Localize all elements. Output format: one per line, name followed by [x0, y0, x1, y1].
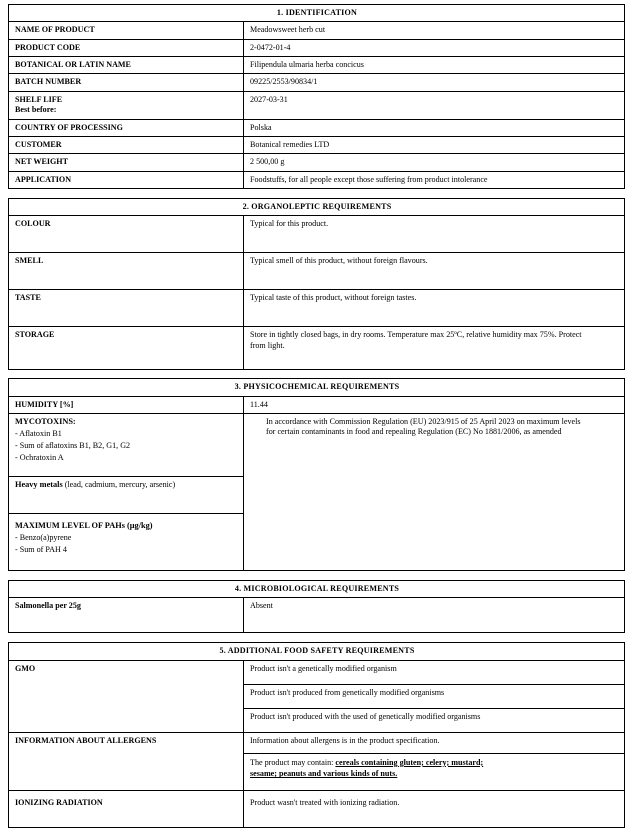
mycotoxins-item-3: - Ochratoxin A [15, 452, 64, 462]
row-label-humidity: HUMIDITY [%] [9, 396, 244, 413]
section-organoleptic-table [8, 198, 625, 370]
row-value-ionizing-radiation: Product wasn't treated with ionizing radiation. [244, 790, 625, 827]
mycotoxins-item-1: - Aflatoxin B1 [15, 429, 62, 439]
row-label-ionizing-radiation: IONIZING RADIATION [9, 790, 244, 827]
row-value-gmo-3: Product isn't produced with the used of genetically modified organisms [244, 708, 625, 732]
row-label-batch-number: BATCH NUMBER [9, 74, 244, 91]
table-row [9, 22, 625, 39]
mycotoxins-item-2: - Sum of aflatoxins B1, B2, G1, G2 [15, 441, 131, 450]
allergens-emphasis-line2: sesame; peanuts and various kinds of nuts. [250, 769, 398, 779]
row-value-application: Foodstuffs, for all people except those suffering from product intolerance [244, 171, 625, 188]
row-value-net-weight: 2 500,00 g [244, 154, 625, 171]
row-value-gmo-2: Product isn't produced from genetically modified organisms [244, 684, 625, 708]
table-row [9, 327, 625, 370]
section-spacer [8, 370, 625, 378]
pahs-item-1: - Benzo(a)pyrene [15, 533, 72, 543]
section-header-row [9, 198, 625, 215]
heavy-metals-detail: (lead, cadmium, mercury, arsenic) [62, 480, 176, 490]
shelf-life-line2: Best before: [15, 105, 57, 115]
section-microbiological-table [8, 580, 625, 633]
row-value-allergens-may-contain [244, 753, 625, 790]
section-title-identification: 1. IDENTIFICATION [9, 5, 625, 22]
row-value-country-of-processing: Polska [244, 119, 625, 136]
table-row [9, 790, 625, 827]
row-label-shelf-life [9, 91, 244, 119]
row-value-regulation-reference: In accordance with Commission Regulation (EU) 2023/915 of 25 April 2023 on maximum levels for certain contaminants in food and repealing Regulation (EC) No 1881/2006, as amended [244, 414, 625, 571]
row-label-country-of-processing: COUNTRY OF PROCESSING [9, 119, 244, 136]
table-row [9, 216, 625, 253]
section-spacer [8, 571, 625, 580]
row-label-allergens: INFORMATION ABOUT ALLERGENS [9, 732, 244, 790]
row-label-gmo: GMO [9, 660, 244, 732]
section-identification-table [8, 4, 625, 189]
row-label-colour: COLOUR [9, 216, 244, 253]
allergens-prefix-text: The product may contain: [250, 757, 336, 767]
row-value-shelf-life: 2027-03-31 [244, 91, 625, 119]
row-value-taste: Typical taste of this product, without foreign tastes. [244, 290, 625, 327]
table-row [9, 74, 625, 91]
section-physicochemical-table [8, 378, 625, 571]
table-row [9, 119, 625, 136]
table-row [9, 290, 625, 327]
section-additional-food-safety-table [8, 642, 625, 827]
row-value-batch-number: 09225/2553/90834/1 [244, 74, 625, 91]
row-label-mycotoxins [9, 414, 244, 477]
row-label-storage: STORAGE [9, 327, 244, 370]
table-row [9, 171, 625, 188]
table-row [9, 57, 625, 74]
row-value-humidity: 11.44 [244, 396, 625, 413]
row-label-pahs [9, 514, 244, 571]
table-row [9, 39, 625, 56]
row-label-taste: TASTE [9, 290, 244, 327]
section-spacer [8, 189, 625, 198]
row-value-name-of-product: Meadowsweet herb cut [244, 22, 625, 39]
table-row [9, 136, 625, 153]
row-value-storage: Store in tightly closed bags, in dry rooms. Temperature max 25ºC, relative humidity max 75%. Protect from light. [244, 327, 625, 370]
table-row [9, 660, 625, 684]
row-label-smell: SMELL [9, 253, 244, 290]
mycotoxins-heading: MYCOTOXINS: [15, 417, 76, 427]
row-label-customer: CUSTOMER [9, 136, 244, 153]
row-value-smell: Typical smell of this product, without foreign flavours. [244, 253, 625, 290]
row-label-application: APPLICATION [9, 171, 244, 188]
section-header-row [9, 643, 625, 660]
table-row [9, 396, 625, 413]
row-label-salmonella: Salmonella per 25g [9, 598, 244, 633]
row-value-botanical-name: Filipendula ulmaria herba concicus [244, 57, 625, 74]
section-header-row [9, 5, 625, 22]
row-label-heavy-metals [9, 477, 244, 514]
heavy-metals-heading: Heavy metals [15, 480, 63, 490]
row-value-colour: Typical for this product. [244, 216, 625, 253]
allergens-emphasis-line1: cereals containing gluten; celery; mustard; [335, 757, 484, 767]
table-row [9, 732, 625, 753]
table-row [9, 154, 625, 171]
table-row [9, 253, 625, 290]
section-title-physicochemical: 3. PHYSICOCHEMICAL REQUIREMENTS [9, 379, 625, 396]
row-value-gmo-1: Product isn't a genetically modified organism [244, 660, 625, 684]
shelf-life-line1: SHELF LIFE [15, 94, 63, 104]
section-header-row [9, 379, 625, 396]
section-header-row [9, 581, 625, 598]
section-title-organoleptic: 2. ORGANOLEPTIC REQUIREMENTS [9, 198, 625, 215]
row-label-product-code: PRODUCT CODE [9, 39, 244, 56]
row-value-product-code: 2-0472-01-4 [244, 39, 625, 56]
row-label-net-weight: NET WEIGHT [9, 154, 244, 171]
row-value-customer: Botanical remedies LTD [244, 136, 625, 153]
section-title-microbiological: 4. MICROBIOLOGICAL REQUIREMENTS [9, 581, 625, 598]
row-value-salmonella: Absent [244, 598, 625, 633]
table-row [9, 598, 625, 633]
row-label-name-of-product: NAME OF PRODUCT [9, 22, 244, 39]
section-title-additional-food-safety: 5. ADDITIONAL FOOD SAFETY REQUIREMENTS [9, 643, 625, 660]
row-label-botanical-name: BOTANICAL OR LATIN NAME [9, 57, 244, 74]
pahs-item-2: - Sum of PAH 4 [15, 545, 67, 554]
table-row [9, 91, 625, 119]
section-spacer [8, 633, 625, 642]
table-row [9, 414, 625, 477]
pahs-heading: MAXIMUM LEVEL OF PAHs (µg/kg) [15, 521, 153, 531]
row-value-allergens-specification: Information about allergens is in the product specification. [244, 732, 625, 753]
